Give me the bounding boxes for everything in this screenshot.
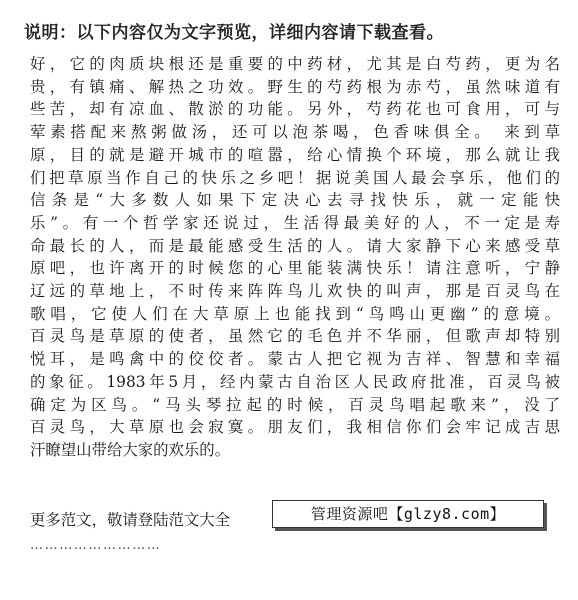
text-line: 百灵鸟，大草原也会寂寞。朋友们，我相信你们会牢记成吉思 — [30, 418, 560, 437]
text-line: 辽远的草地上，不时传来阵阵鸟儿欢快的叫声，那是百灵鸟在 — [30, 282, 560, 301]
text-line: 汗瞭望山带给大家的欢乐的。 — [30, 440, 231, 459]
text-line: 百灵鸟是草原的使者，虽然它的毛色并不华丽，但歌声却特别 — [30, 327, 560, 346]
text-line: 命最长的人，而是最能感受生活的人。请大家静下心来感受草 — [30, 236, 560, 255]
text-line: 贵，有镇痛、解热之功效。野生的芍药根为赤芍，虽然味道有 — [30, 77, 560, 96]
watermark-banner: 管理资源吧【glzy8.com】 — [272, 500, 544, 528]
footer-text: 更多范文，敬请登陆范文大全 — [30, 511, 231, 529]
text-line: 信条是“大多数人如果下定决心去寻找快乐，就一定能快 — [30, 191, 560, 210]
text-line: 原吧，也许离开的时候您的心里能装满快乐！请注意听，宁静 — [30, 259, 560, 278]
text-line: 荤素搭配来熬粥做汤，还可以泡茶喝，色香味俱全。 来到草 — [30, 123, 560, 142]
text-line: 们把草原当作自己的快乐之乡吧！据说美国人最会享乐，他们的 — [30, 168, 560, 187]
text-line: 好，它的肉质块根还是重要的中药材，尤其是白芍药，更为名 — [30, 55, 560, 73]
ellipsis-dots: ……………………… — [30, 538, 162, 553]
preview-notice: 说明：以下内容仅为文字预览，详细内容请下载查看。 — [24, 23, 444, 43]
text-line: 确定为区鸟。“马头琴拉起的时候，百灵鸟唱起歌来”，没了 — [30, 395, 560, 414]
document-body — [30, 53, 560, 462]
text-line: 歌唱，它使人们在大草原上也能找到“鸟鸣山更幽”的意境。 — [30, 304, 560, 323]
text-line: 悦耳，是鸣禽中的佼佼者。蒙古人把它视为吉祥、智慧和幸福 — [30, 350, 560, 369]
text-line: 乐”。有一个哲学家还说过，生活得最美好的人，不一定是寿 — [30, 213, 560, 232]
text-line: 些苦，却有凉血、散淤的功能。另外，芍药花也可食用，可与 — [30, 100, 560, 119]
text-line: 原，目的就是避开城市的喧嚣，给心情换个环境，那么就让我 — [30, 145, 560, 164]
text-line: 的象征。1983年5月，经内蒙古自治区人民政府批准，百灵鸟被 — [30, 372, 560, 391]
